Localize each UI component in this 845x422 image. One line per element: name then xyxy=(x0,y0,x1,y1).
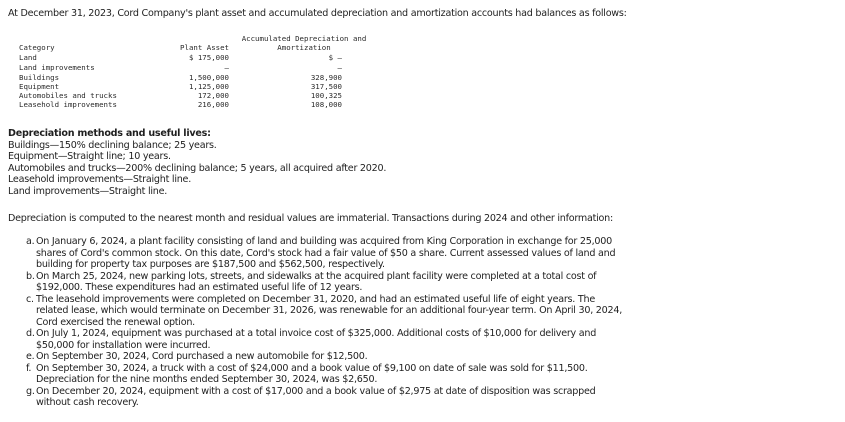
cell-accum: 100,325 xyxy=(310,91,342,100)
depreciation-methods xyxy=(8,128,386,197)
item-letter: e. xyxy=(26,351,35,362)
item-line: without cash recovery. xyxy=(36,397,139,408)
item-line: On September 30, 2024, Cord purchased a new automobile for $12,500. xyxy=(36,351,368,362)
cell-category: Equipment xyxy=(19,82,60,91)
item-letter: g. xyxy=(26,385,35,397)
item-line: related lease, which would terminate on December 31, 2026, was renewable for an additional four-year term. On April 30, 2024, xyxy=(36,305,623,316)
item-line: On December 20, 2024, equipment with a cost of $17,000 and a book value of $2,975 at date of disposition was scrapped xyxy=(36,385,596,397)
list-item xyxy=(8,236,838,271)
depreciation-line: Equipment—Straight line; 10 years. xyxy=(8,151,171,162)
header-plant-asset: Plant Asset xyxy=(180,43,229,52)
item-letter: a. xyxy=(26,236,35,247)
item-line: On September 30, 2024, a truck with a cost of $24,000 and a book value of $9,100 on date of sale was sold for $11,500. xyxy=(36,362,588,374)
item-line: On January 6, 2024, a plant facility consisting of land and building was acquired from King Corporation in exchange for 25,000 xyxy=(36,236,612,247)
cell-plant-asset: $ 175,000 xyxy=(188,53,229,62)
cell-category: Automobiles and trucks xyxy=(19,91,117,100)
cell-accum: 317,500 xyxy=(310,82,342,91)
cell-accum: – xyxy=(337,63,342,72)
item-line: On March 25, 2024, new parking lots, streets, and sidewalks at the acquired plant facility were completed at a total cost of xyxy=(36,270,597,282)
item-line: building for property tax purposes are $187,500 and $562,500, respectively. xyxy=(36,259,385,270)
list-item xyxy=(8,351,838,363)
item-letter: d. xyxy=(26,328,35,339)
list-item xyxy=(8,328,838,351)
item-line: shares of Cord's common stock. On this date, Cord's stock had a fair value of $50 a share. Current assessed values of land and xyxy=(36,247,616,259)
balances-table xyxy=(19,35,379,115)
header-accum-line-2: Amortization xyxy=(277,43,331,52)
cell-category: Leasehold improvements xyxy=(19,100,117,109)
depreciation-line: Automobiles and trucks—200% declining balance; 5 years, all acquired after 2020. xyxy=(8,162,387,174)
cell-plant-asset: 1,500,000 xyxy=(188,73,229,82)
cell-plant-asset: 172,000 xyxy=(197,91,229,100)
item-line: $192,000. These expenditures had an estimated useful life of 12 years. xyxy=(36,282,363,293)
cell-accum: 328,900 xyxy=(310,73,342,82)
cell-plant-asset: 1,125,000 xyxy=(188,82,229,91)
cell-plant-asset: 216,000 xyxy=(197,100,229,109)
cell-accum: 108,000 xyxy=(310,100,342,109)
intro-text: At December 31, 2023, Cord Company's plant asset and accumulated depreciation and amortization accounts had balances as follows: xyxy=(8,8,627,19)
cell-category: Buildings xyxy=(19,73,60,82)
item-letter: f. xyxy=(26,362,32,374)
cell-plant-asset: – xyxy=(224,63,229,72)
header-accum-line-1: Accumulated Depreciation and xyxy=(241,34,367,43)
cell-category: Land xyxy=(19,53,37,62)
item-line: Depreciation for the nine months ended September 30, 2024, was $2,650. xyxy=(36,374,378,385)
item-letter: c. xyxy=(26,293,34,305)
item-line: Cord exercised the renewal option. xyxy=(36,316,195,328)
item-line: The leasehold improvements were completed on December 31, 2020, and had an estimated useful life of eight years. The xyxy=(36,293,595,305)
depreciation-line: Buildings—150% declining balance; 25 years. xyxy=(8,139,217,151)
list-item xyxy=(8,271,838,294)
depreciation-heading: Depreciation methods and useful lives: xyxy=(8,128,211,139)
depreciation-line: Land improvements—Straight line. xyxy=(8,185,168,197)
item-line: On July 1, 2024, equipment was purchased at a total invoice cost of $325,000. Additional costs of $10,000 for delivery and xyxy=(36,328,597,339)
item-line: $50,000 for installation were incurred. xyxy=(36,339,211,351)
cell-category: Land improvements xyxy=(19,63,95,72)
list-item xyxy=(8,386,838,409)
list-item xyxy=(8,294,838,329)
item-letter: b. xyxy=(26,270,35,282)
transactions-list xyxy=(8,236,838,409)
computed-note: Depreciation is computed to the nearest month and residual values are immaterial. Transactions during 2024 and other information: xyxy=(8,213,613,224)
header-category: Category xyxy=(19,43,55,52)
cell-accum: $ – xyxy=(328,53,342,62)
depreciation-line: Leasehold improvements—Straight line. xyxy=(8,174,192,185)
list-item xyxy=(8,363,838,386)
